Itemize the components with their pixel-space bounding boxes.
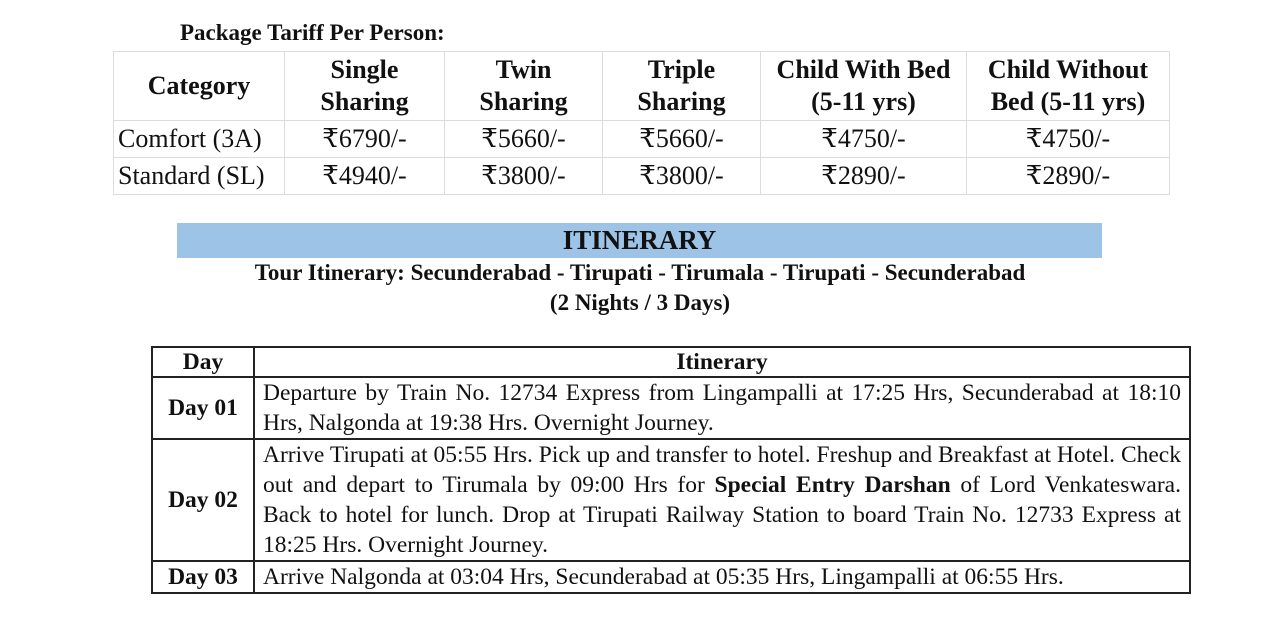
day-description: Arrive Nalgonda at 03:04 Hrs, Secunderabad at 05:35 Hrs, Lingampalli at 06:55 Hrs. (254, 561, 1190, 593)
header-category: Category (114, 52, 285, 121)
itinerary-row (152, 377, 1190, 439)
tariff-price: ₹6790/- (285, 121, 445, 158)
tariff-category: Comfort (3A) (114, 121, 285, 158)
tariff-price: ₹5660/- (445, 121, 603, 158)
tariff-heading: Package Tariff Per Person: (180, 20, 445, 45)
header-single-sharing: Single Sharing (285, 52, 445, 121)
day-label: Day 02 (152, 439, 254, 561)
day-label: Day 03 (152, 561, 254, 593)
header-itinerary: Itinerary (254, 347, 1190, 377)
day-description: Departure by Train No. 12734 Express from Lingampalli at 17:25 Hrs, Secunderabad at 18:10 Hrs, Nalgonda at 19:38 Hrs. Overnight Journey. (254, 377, 1190, 439)
tariff-row (114, 121, 1170, 158)
tariff-price: ₹4940/- (285, 158, 445, 195)
header-child-with-bed: Child With Bed (5-11 yrs) (761, 52, 967, 121)
tariff-row (114, 158, 1170, 195)
tariff-header-row (114, 52, 1170, 121)
tariff-price: ₹4750/- (761, 121, 967, 158)
tariff-price: ₹2890/- (761, 158, 967, 195)
tariff-price: ₹3800/- (445, 158, 603, 195)
header-twin-sharing: Twin Sharing (445, 52, 603, 121)
itinerary-row (152, 439, 1190, 561)
route-duration: (2 Nights / 3 Days) (549, 290, 731, 315)
itinerary-route (0, 258, 1280, 318)
tariff-price: ₹3800/- (603, 158, 761, 195)
day-description: Arrive Tirupati at 05:55 Hrs. Pick up and transfer to hotel. Freshup and Breakfast at Hotel. Check out and depart to Tirumala by 09:00 Hrs for Special Entry Darshan of Lord Venkateswara. Back to hotel for lunch. Drop at Tirupati Railway Station to board Train No. 12733 Express at 18:25 Hrs. Overnight Journey. (254, 439, 1190, 561)
tariff-price: ₹5660/- (603, 121, 761, 158)
itinerary-row (152, 561, 1190, 593)
tariff-price: ₹2890/- (967, 158, 1170, 195)
itinerary-banner: ITINERARY (177, 223, 1102, 258)
itinerary-table (151, 346, 1191, 594)
header-triple-sharing: Triple Sharing (603, 52, 761, 121)
tariff-table (113, 51, 1170, 195)
day-label: Day 01 (152, 377, 254, 439)
route-title: Tour Itinerary: Secunderabad - Tirupati - Tirumala - Tirupati - Secunderabad (254, 260, 1026, 285)
header-child-without-bed: Child Without Bed (5-11 yrs) (967, 52, 1170, 121)
tariff-category: Standard (SL) (114, 158, 285, 195)
itinerary-header-row (152, 347, 1190, 377)
header-day: Day (152, 347, 254, 377)
darshan-highlight: Special Entry Darshan (714, 472, 951, 498)
tariff-price: ₹4750/- (967, 121, 1170, 158)
